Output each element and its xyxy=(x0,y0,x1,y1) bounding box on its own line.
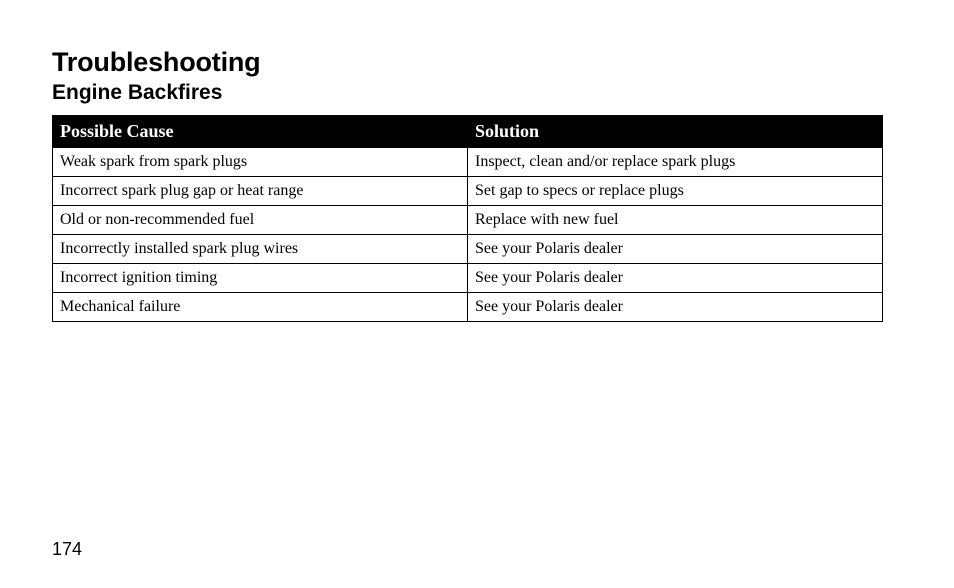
table-row xyxy=(53,235,883,264)
header-solution: Solution xyxy=(468,116,883,148)
cell-cause: Weak spark from spark plugs xyxy=(53,148,468,177)
section-title: Engine Backfires xyxy=(52,81,223,104)
cell-solution: Inspect, clean and/or replace spark plugs xyxy=(468,148,883,177)
cell-solution: See your Polaris dealer xyxy=(468,235,883,264)
page-title: Troubleshooting xyxy=(52,47,261,77)
table-row xyxy=(53,148,883,177)
cell-cause: Incorrect ignition timing xyxy=(53,264,468,293)
cell-solution: Set gap to specs or replace plugs xyxy=(468,177,883,206)
table-row xyxy=(53,264,883,293)
troubleshooting-table xyxy=(52,115,883,322)
table-row xyxy=(53,293,883,322)
cell-cause: Mechanical failure xyxy=(53,293,468,322)
cell-solution: See your Polaris dealer xyxy=(468,264,883,293)
cell-solution: Replace with new fuel xyxy=(468,206,883,235)
cell-cause: Incorrectly installed spark plug wires xyxy=(53,235,468,264)
cell-cause: Incorrect spark plug gap or heat range xyxy=(53,177,468,206)
table-row xyxy=(53,177,883,206)
table-row xyxy=(53,206,883,235)
cell-solution: See your Polaris dealer xyxy=(468,293,883,322)
table-header-row xyxy=(53,116,883,148)
page-number: 174 xyxy=(52,539,83,559)
cell-cause: Old or non-recommended fuel xyxy=(53,206,468,235)
header-possible-cause: Possible Cause xyxy=(53,116,468,148)
